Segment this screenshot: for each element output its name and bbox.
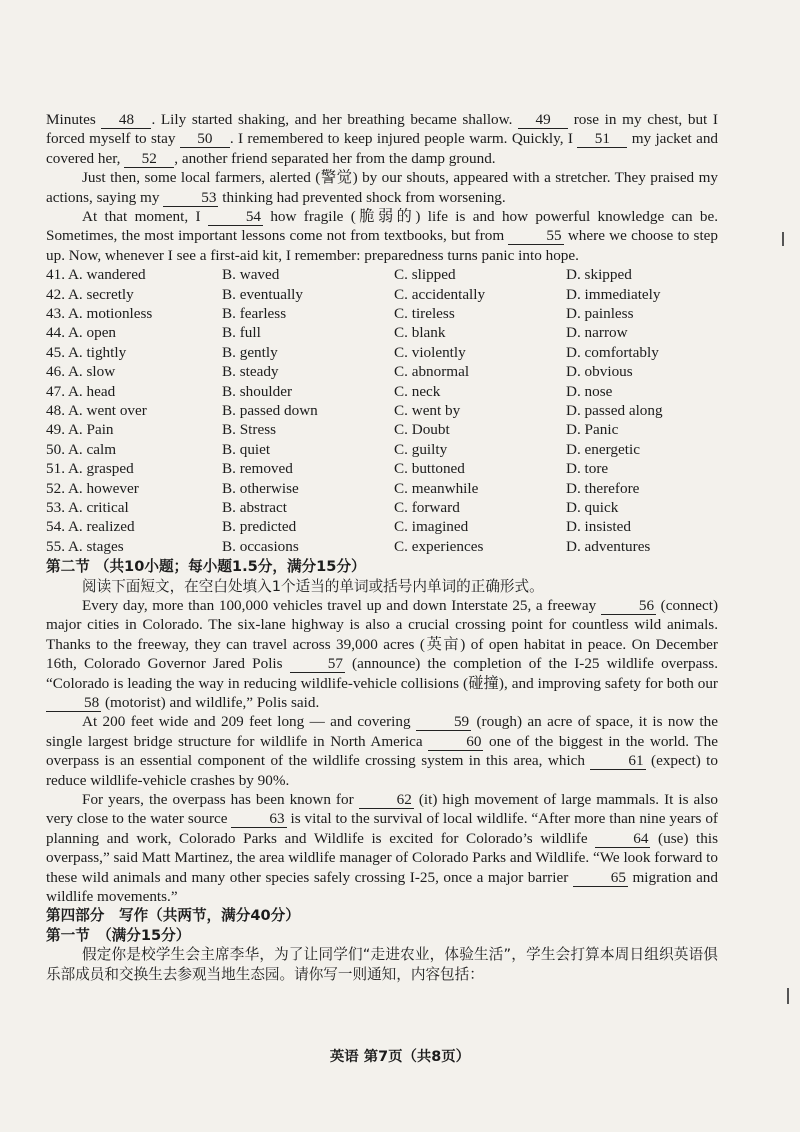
option-choice[interactable]: B. occasions: [222, 537, 299, 555]
option-choice[interactable]: D. tore: [566, 460, 609, 478]
option-choice[interactable]: B. quiet: [222, 440, 271, 458]
option-choice[interactable]: B. eventually: [222, 285, 303, 303]
option-choice[interactable]: 49. A. Pain: [46, 421, 114, 439]
answer-blank[interactable]: 56: [601, 598, 656, 615]
option-choice[interactable]: 43. A. motionless: [46, 305, 153, 323]
option-choice[interactable]: D. Panic: [566, 421, 619, 439]
option-choice[interactable]: C. neck: [394, 382, 441, 400]
option-choice[interactable]: B. steady: [222, 363, 279, 381]
option-row: [46, 537, 718, 556]
option-choice[interactable]: C. tireless: [394, 305, 455, 323]
option-choice[interactable]: B. Stress: [222, 421, 277, 439]
answer-blank[interactable]: 58: [46, 695, 101, 712]
option-choice[interactable]: 44. A. open: [46, 324, 117, 342]
option-choice[interactable]: 45. A. tightly: [46, 343, 127, 361]
options-list: [46, 265, 718, 556]
option-choice[interactable]: D. obvious: [566, 363, 633, 381]
option-choice[interactable]: B. waved: [222, 266, 280, 284]
answer-blank[interactable]: 50: [180, 131, 230, 148]
answer-blank[interactable]: 51: [577, 131, 627, 148]
option-choice[interactable]: D. painless: [566, 305, 634, 323]
option-choice[interactable]: C. violently: [394, 343, 466, 361]
option-choice[interactable]: 55. A. stages: [46, 537, 124, 555]
answer-blank[interactable]: 63: [231, 811, 286, 828]
option-choice[interactable]: D. comfortably: [566, 343, 659, 361]
option-choice[interactable]: D. adventures: [566, 537, 651, 555]
option-choice[interactable]: D. skipped: [566, 266, 632, 284]
option-row: [46, 362, 718, 381]
option-choice[interactable]: D. insisted: [566, 518, 631, 536]
passage-paragraph: Minutes 48 . Lily started shaking, and her breathing became shallow. 49 rose in my chest, but I forced myself to stay 50 . I remembered to keep injured people warm. Quickly, I 51 my jacket and covered her, 52 , another friend separated her from the damp ground.: [46, 111, 719, 167]
option-choice[interactable]: 48. A. went over: [46, 401, 147, 419]
section2-instruction: 阅读下面短文，在空白处填入1个适当的单词或括号内单词的正确形式。: [82, 577, 544, 595]
option-choice[interactable]: D. immediately: [566, 285, 661, 303]
option-row: [46, 343, 718, 362]
answer-blank[interactable]: 65: [573, 870, 628, 887]
option-row: [46, 440, 718, 459]
option-choice[interactable]: C. forward: [394, 498, 460, 516]
option-choice[interactable]: D. nose: [566, 382, 613, 400]
option-choice[interactable]: C. experiences: [394, 537, 484, 555]
option-row: [46, 479, 718, 498]
grammar-paragraph: For years, the overpass has been known for 62 (it) high movement of large mammals. It is also very close to the water source 63 is vital to the survival of local wildlife. “After more than nine years of planning and work, Colorado Parks and Wildlife is excited for Colorado’s wildlife 64 (use) this overpass,” said Matt Martinez, the area wildlife manager of Colorado Parks and Wildlife. “We look forward to these wild animals and many other species safely crossing I-25, once a major barrier 65 migration and wildlife movements.”: [46, 790, 718, 906]
option-choice[interactable]: D. quick: [566, 498, 619, 516]
option-choice[interactable]: C. meanwhile: [394, 479, 479, 497]
page-footer: 英语 第7页（共8页）: [329, 1049, 471, 1065]
option-row: [46, 285, 718, 304]
option-choice[interactable]: B. abstract: [222, 498, 287, 516]
answer-blank[interactable]: 52: [124, 151, 174, 168]
option-choice[interactable]: B. otherwise: [222, 479, 299, 497]
option-choice[interactable]: B. full: [222, 324, 261, 342]
option-row: [46, 420, 718, 439]
part4-subheading: 第一节 （满分15分）: [46, 926, 191, 944]
option-choice[interactable]: B. fearless: [222, 305, 287, 323]
answer-blank[interactable]: 48: [101, 112, 151, 129]
option-choice[interactable]: C. buttoned: [394, 460, 465, 478]
answer-blank[interactable]: 62: [359, 792, 414, 809]
answer-blank[interactable]: 49: [518, 112, 568, 129]
option-choice[interactable]: B. removed: [222, 460, 293, 478]
option-choice[interactable]: C. accidentally: [394, 285, 486, 303]
answer-blank[interactable]: 53: [163, 190, 218, 207]
passage-paragraph: At that moment, I 54 how fragile (脆弱的) life is and how powerful knowledge can be. Sometimes, the most important lessons come not from textbooks, but from 55 where we choose to step up. Now, whenever I see a first-aid kit, I remember: preparedness turns panic into hope.: [46, 208, 719, 264]
option-choice[interactable]: 42. A. secretly: [46, 285, 134, 303]
option-choice[interactable]: 47. A. head: [46, 382, 116, 400]
option-choice[interactable]: C. went by: [394, 401, 461, 419]
answer-blank[interactable]: 61: [590, 753, 645, 770]
writing-prompt: 假定你是校学生会主席李华，为了让同学们“走进农业，体验生活”，学生会打算本周日组织英语俱乐部成员和交换生去参观当地生态园。请你写一则通知，内容包括：: [46, 946, 718, 983]
option-choice[interactable]: 50. A. calm: [46, 440, 117, 458]
option-row: [46, 323, 718, 342]
option-choice[interactable]: C. blank: [394, 324, 446, 342]
option-choice[interactable]: B. passed down: [222, 401, 318, 419]
exam-page: [46, 110, 718, 984]
answer-blank[interactable]: 55: [508, 228, 563, 245]
option-choice[interactable]: C. imagined: [394, 518, 469, 536]
passage-paragraph: Just then, some local farmers, alerted (警觉) by our shouts, appeared with a stretcher. They praised my actions, saying my 53 thinking had prevented shock from worsening.: [46, 169, 718, 206]
option-row: [46, 265, 718, 284]
option-choice[interactable]: C. Doubt: [394, 421, 450, 439]
scan-edge-mark: [782, 232, 784, 246]
option-choice[interactable]: 51. A. grasped: [46, 460, 134, 478]
part4-heading: 第四部分 写作（共两节，满分40分）: [46, 907, 300, 925]
grammar-paragraph: At 200 feet wide and 209 feet long — and covering 59 (rough) an acre of space, it is now the single largest bridge structure for wildlife in North America 60 one of the biggest in the world. The overpass is an essential component of the wildlife crossing system in this area, which 61 (expect) to reduce wildlife-vehicle crashes by 90%.: [46, 713, 718, 789]
option-row: [46, 498, 718, 517]
option-choice[interactable]: D. therefore: [566, 479, 640, 497]
option-row: [46, 401, 718, 420]
option-choice[interactable]: D. narrow: [566, 324, 628, 342]
option-choice[interactable]: D. passed along: [566, 401, 663, 419]
answer-blank[interactable]: 60: [428, 734, 483, 751]
answer-blank[interactable]: 64: [595, 831, 650, 848]
option-choice[interactable]: B. shoulder: [222, 382, 293, 400]
answer-blank[interactable]: 57: [290, 656, 345, 673]
option-choice[interactable]: B. predicted: [222, 518, 297, 536]
option-choice[interactable]: B. gently: [222, 343, 278, 361]
option-row: [46, 382, 718, 401]
option-row: [46, 304, 718, 323]
section2-heading: 第二节 （共10小题；每小题1.5分，满分15分）: [46, 558, 366, 576]
option-choice[interactable]: 53. A. critical: [46, 498, 129, 516]
option-choice[interactable]: C. abnormal: [394, 363, 470, 381]
answer-blank[interactable]: 54: [208, 209, 263, 226]
option-choice[interactable]: 54. A. realized: [46, 518, 135, 536]
scan-edge-mark: [787, 988, 789, 1004]
option-choice[interactable]: D. energetic: [566, 440, 640, 458]
grammar-paragraph: Every day, more than 100,000 vehicles travel up and down Interstate 25, a freeway 56 (connect) major cities in Colorado. The six-lane highway is also a crucial crossing point for countless wild animals. Thanks to the freeway, they can travel across 39,000 acres (英亩) of open habitat in peace. On December 16th, Colorado Governor Jared Polis 57 (announce) the completion of the I-25 wildlife overpass. “Colorado is leading the way in reducing wildlife-vehicle collisions (碰撞), and improving safety for both our 58 (motorist) and wildlife,” Polis said.: [46, 596, 719, 711]
option-row: [46, 459, 718, 478]
option-choice[interactable]: C. guilty: [394, 440, 448, 458]
option-choice[interactable]: 52. A. however: [46, 479, 139, 497]
option-choice[interactable]: 46. A. slow: [46, 363, 116, 381]
option-choice[interactable]: C. slipped: [394, 266, 456, 284]
option-row: [46, 517, 718, 536]
option-choice[interactable]: 41. A. wandered: [46, 266, 146, 284]
answer-blank[interactable]: 59: [416, 714, 471, 731]
